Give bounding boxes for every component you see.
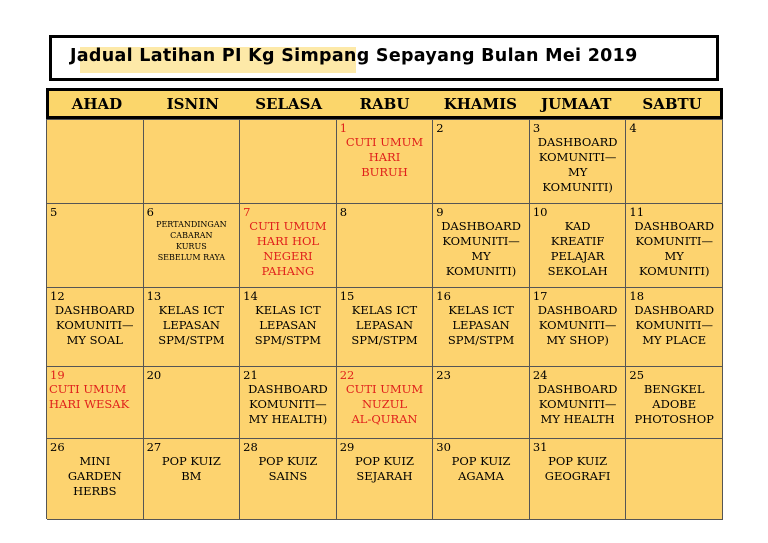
- event-line: KURUS: [176, 242, 207, 251]
- day-number: 25: [629, 368, 645, 382]
- event-line: BM: [181, 469, 202, 483]
- event-line: DASHBOARD: [537, 382, 618, 396]
- event-line: KREATIF: [550, 234, 605, 248]
- event-line: KELAS ICT: [158, 303, 225, 317]
- event-line: CUTI UMUM: [345, 382, 424, 396]
- event-line: HARI WESAK: [49, 397, 130, 411]
- day-number: 9: [436, 205, 444, 219]
- calendar-day-cell: [530, 120, 627, 204]
- event-line: HARI: [368, 150, 401, 164]
- event-line: KOMUNITI): [542, 180, 613, 194]
- event-line: KELAS ICT: [351, 303, 418, 317]
- event-line: MY SOAL: [66, 333, 123, 347]
- event-line: PERTANDINGAN: [156, 220, 227, 229]
- day-number: 10: [532, 205, 548, 219]
- day-number: 20: [146, 368, 162, 382]
- day-number: 14: [243, 289, 258, 303]
- event-line: LEPASAN: [355, 318, 414, 332]
- event-line: KAD: [564, 219, 591, 233]
- calendar-day-cell: [433, 439, 530, 520]
- header-khamis: KHAMIS: [443, 94, 518, 113]
- event-line: AGAMA: [458, 469, 504, 483]
- calendar-day-cell: [47, 204, 144, 288]
- day-number: 26: [50, 440, 65, 454]
- calendar-day-cell: [530, 288, 627, 367]
- day-number: 2: [436, 121, 444, 135]
- calendar-day-cell: [337, 288, 434, 367]
- day-number: 5: [50, 205, 58, 219]
- title-box: [49, 35, 719, 81]
- day-number: 27: [146, 440, 162, 454]
- day-number: 19: [50, 368, 65, 382]
- day-number: 18: [629, 289, 645, 303]
- calendar-day-cell: [626, 367, 723, 439]
- calendar-day-cell: [240, 367, 337, 439]
- event-line: HERBS: [73, 484, 117, 498]
- day-number: 30: [436, 440, 451, 454]
- calendar-day-cell: [240, 439, 337, 520]
- event-line: POP KUIZ: [451, 454, 511, 468]
- calendar-day-cell: [144, 439, 241, 520]
- calendar-day-cell: [337, 439, 434, 520]
- calendar-day-cell: [530, 204, 627, 288]
- event-line: MY HEALTH): [248, 412, 328, 426]
- calendar-day-cell: [240, 204, 337, 288]
- event-line: SAINS: [268, 469, 308, 483]
- calendar-day-cell: [47, 288, 144, 367]
- calendar-day-cell: [144, 288, 241, 367]
- event-line: CUTI UMUM: [345, 135, 424, 149]
- day-number: 31: [532, 440, 548, 454]
- event-line: SEBELUM RAYA: [157, 253, 225, 262]
- calendar-day-cell: [626, 439, 723, 520]
- calendar-day-cell: [530, 439, 627, 520]
- calendar-day-cell: [530, 367, 627, 439]
- event-line: POP KUIZ: [548, 454, 608, 468]
- event-line: MY: [567, 165, 588, 179]
- event-line: KOMUNITI—: [442, 234, 520, 248]
- day-number: 1: [339, 121, 348, 135]
- event-line: LEPASAN: [259, 318, 317, 332]
- day-number: 16: [436, 289, 451, 303]
- event-line: GEOGRAFI: [544, 469, 611, 483]
- event-line: KELAS ICT: [448, 303, 514, 317]
- day-number: 29: [339, 440, 355, 454]
- event-line: DASHBOARD: [54, 303, 135, 317]
- header-selasa: SELASA: [255, 94, 323, 113]
- event-line: KOMUNITI—: [635, 234, 713, 248]
- calendar-day-cell: [433, 367, 530, 439]
- calendar-day-cell: [337, 120, 434, 204]
- event-line: PHOTOSHOP: [634, 412, 714, 426]
- day-number: 11: [629, 205, 645, 219]
- event-line: HARI HOL: [256, 234, 320, 248]
- event-line: KOMUNITI—: [56, 318, 134, 332]
- event-line: LEPASAN: [452, 318, 510, 332]
- event-line: MY: [471, 249, 491, 263]
- event-line: DASHBOARD: [537, 303, 618, 317]
- header-ahad: AHAD: [71, 94, 123, 113]
- event-line: ADOBE: [652, 397, 697, 411]
- event-line: LEPASAN: [162, 318, 220, 332]
- header-jumaat: JUMAAT: [541, 94, 612, 113]
- event-line: SPM/STPM: [351, 333, 418, 347]
- calendar-grid: [46, 119, 723, 519]
- calendar-day-cell: [337, 367, 434, 439]
- calendar-day-cell: [433, 120, 530, 204]
- calendar-day-cell: [337, 204, 434, 288]
- day-number: 3: [532, 121, 541, 135]
- calendar-day-cell: [144, 120, 241, 204]
- event-line: PAHANG: [261, 264, 315, 278]
- calendar-day-cell: [240, 120, 337, 204]
- event-line: DASHBOARD: [248, 382, 328, 396]
- calendar-day-cell: [626, 204, 723, 288]
- event-line: POP KUIZ: [355, 454, 414, 468]
- event-line: NUZUL: [361, 397, 408, 411]
- event-line: KOMUNITI): [638, 264, 710, 278]
- day-number: 4: [629, 121, 637, 135]
- event-line: SPM/STPM: [447, 333, 515, 347]
- event-line: SPM/STPM: [158, 333, 225, 347]
- page-title: Jadual Latihan PI Kg Simpang Sepayang Bulan Mei 2019: [70, 46, 638, 66]
- event-line: KOMUNITI—: [249, 397, 327, 411]
- event-line: DASHBOARD: [537, 135, 618, 149]
- day-number: 6: [146, 205, 154, 219]
- event-line: MY PLACE: [642, 333, 707, 347]
- day-number: 21: [243, 368, 258, 382]
- calendar-day-cell: [433, 288, 530, 367]
- header-isnin: ISNIN: [166, 94, 219, 113]
- event-line: SEJARAH: [356, 469, 413, 483]
- calendar-day-cell: [144, 367, 241, 439]
- calendar-day-cell: [433, 204, 530, 288]
- event-line: KELAS ICT: [255, 303, 321, 317]
- event-line: MY HEALTH: [540, 412, 615, 426]
- event-line: DASHBOARD: [634, 303, 715, 317]
- event-line: KOMUNITI): [445, 264, 517, 278]
- event-line: MINI: [79, 454, 111, 468]
- calendar-day-cell: [47, 367, 144, 439]
- event-line: SPM/STPM: [254, 333, 322, 347]
- event-line: BURUH: [361, 165, 408, 179]
- header-rabu: RABU: [359, 94, 410, 113]
- event-line: KOMUNITI—: [538, 150, 617, 164]
- event-line: SEKOLAH: [547, 264, 608, 278]
- event-line: KOMUNITI—: [635, 318, 713, 332]
- day-number: 24: [532, 368, 548, 382]
- event-line: NEGERI: [263, 249, 313, 263]
- event-line: KOMUNITI—: [538, 318, 617, 332]
- calendar-day-cell: [626, 120, 723, 204]
- day-number: 22: [339, 368, 355, 382]
- event-line: POP KUIZ: [161, 454, 221, 468]
- header-sabtu: SABTU: [642, 94, 702, 113]
- day-number: 13: [146, 289, 162, 303]
- calendar-day-cell: [47, 439, 144, 520]
- calendar-day-cell: [47, 120, 144, 204]
- day-number: 15: [339, 289, 355, 303]
- event-line: KOMUNITI—: [538, 397, 617, 411]
- event-line: MY SHOP): [546, 333, 609, 347]
- day-number: 8: [339, 205, 348, 219]
- day-number: 17: [532, 289, 548, 303]
- event-line: PELAJAR: [550, 249, 605, 263]
- event-line: AL-QURAN: [351, 412, 418, 426]
- day-number: 23: [436, 368, 451, 382]
- day-number: 7: [243, 205, 251, 219]
- event-line: DASHBOARD: [441, 219, 521, 233]
- weekday-header: [46, 88, 723, 119]
- day-number: 28: [243, 440, 258, 454]
- day-number: 12: [50, 289, 65, 303]
- calendar-day-cell: [144, 204, 241, 288]
- event-line: CABARAN: [170, 231, 213, 240]
- event-line: DASHBOARD: [634, 219, 715, 233]
- calendar-day-cell: [626, 288, 723, 367]
- event-line: MY: [664, 249, 684, 263]
- event-line: BENGKEL: [643, 382, 705, 396]
- event-line: POP KUIZ: [258, 454, 318, 468]
- event-line: CUTI UMUM: [249, 219, 327, 233]
- calendar-day-cell: [240, 288, 337, 367]
- event-line: GARDEN: [67, 469, 122, 483]
- event-line: CUTI UMUM: [49, 382, 127, 396]
